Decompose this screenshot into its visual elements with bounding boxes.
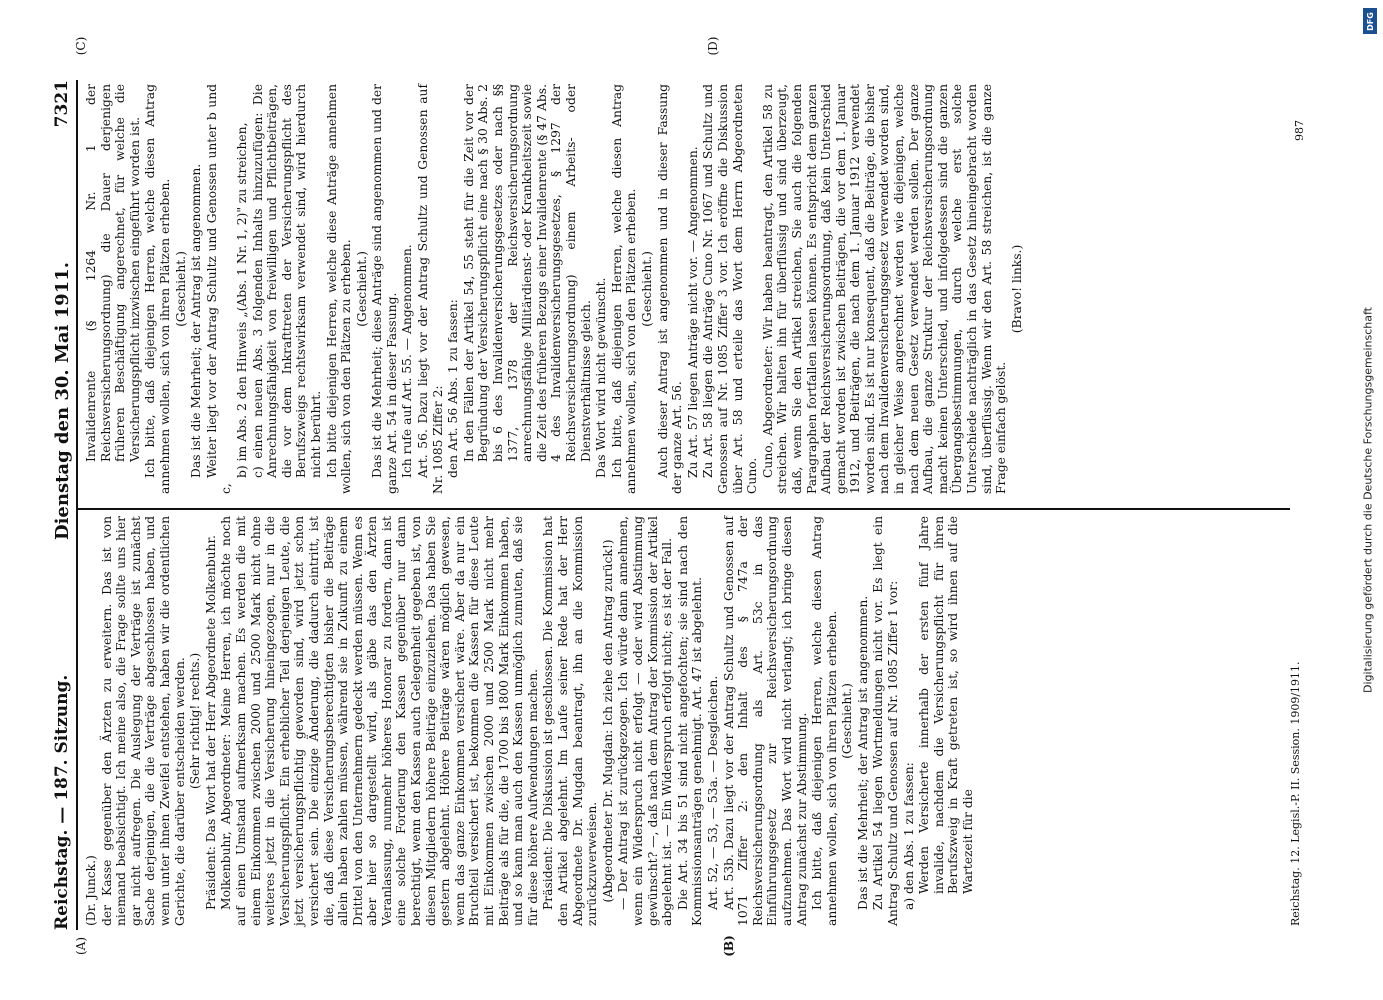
paragraph: der Kasse gegenüber den Ärzten zu erweitern. Das ist von niemand beabsichtigt. Ich meine also, die Frage sollte uns hier gar nicht aufregen. Die Auslegung der Verträge ist zunächst Sache derjenigen, die die Verträge abgeschlossen haben, und wenn unter ihnen Zweifel entstehen, haben wir die ordentlichen Gerichte, die darüber entscheiden werden.: [99, 516, 187, 926]
paragraph: Zu Artikel 54 liegen Wortmeldungen nicht vor. Es liegt ein Antrag Schultz und Genossen auf Nr. 1085 Ziffer 1 vor:: [871, 516, 901, 926]
interjection: (Geschieht.): [639, 251, 654, 327]
margin-marker-c: (C): [74, 36, 88, 56]
header-rule: [76, 80, 78, 930]
paragraph: Art. 52, — 53, — 53a. — Desgleichen.: [705, 675, 720, 910]
paragraph: Ich bitte diejenigen Herren, welche diese Anträge annehmen wollen, sich von den Plätzen zu erheben.: [324, 84, 354, 494]
paragraph: Cuno, Abgeordneter: Wir haben beantragt, den Artikel 58 zu streichen. Wir halten ihn für überflüssig und sind überzeugt, daß, wenn Sie den Artikel streichen, Sie auch die folgenden Paragraphen fortfallen lassen können. Es entspricht dem ganzen Aufbau der Reichsversicherungsordnung, daß kein Unterschied gemacht worden ist zwischen Beiträgen, die vor dem 1. Januar 1912, und Beiträgen, die nach dem 1. Januar 1912 verwendet worden sind. Es ist nur konsequent, daß die Beiträge, die bisher nach dem Invalidenversicherungsgesetz verwendet worden sind, in gleicher Weise angerechnet werden wie diejenigen, welche nach dem neuen Gesetz verwendet werden sollen. Der ganze Aufbau, die ganze Struktur der Reichsversicherungsordnung macht keinen Unterschied, und infolgedessen sind die ganzen Übergangsbestimmungen, durch welche erst solche Unterschiede nachträglich in das Gesetz hineingebracht worden sind, überflüssig. Wenn wir den Art. 58 streichen, ist die ganze Frage einfach gelöst.: [760, 84, 1009, 494]
paragraph: Das Wort wird nicht gewünscht.: [594, 277, 609, 478]
paragraph: — Der Antrag ist zurückgezogen. Ich würde dann annehmen, wenn ein Widerspruch nicht erfolgt — oder wird Abstimmung gewünscht? —, daß nach dem Antrag der Kommission der Artikel abgelehnt ist. — Ein Widerspruch erfolgt nicht; es ist der Fall.: [616, 516, 675, 926]
quoted-text: In den Fällen der Artikel 54, 55 steht für die Zeit vor der Begründung der Versicherungspflicht eine nach § 30 Abs. 2 bis 6 des Invalidenversicherungsgesetzes oder nach §§ 1377, 1378 der Reichsversicherungsordnung anrechnungsfähige Militärdienst- oder Krankheitszeit sowie die Zeit des früheren Bezugs einer Invalidenrente (§ 47 Abs. 4 des Invalidenversicherungsgesetzes, § 1297 der Reichsversicherungsordnung) einem Arbeits- oder Dienstverhältnisse gleich.: [461, 84, 593, 462]
interjection: (Bravo! links.): [1009, 244, 1024, 334]
header-left: Reichstag. — 187. Sitzung.: [52, 674, 72, 930]
paragraph: Das ist die Mehrheit; der Antrag ist angenommen.: [189, 163, 204, 478]
paragraph: Die Art. 34 bis 51 sind nicht angefochten; sie sind nach den Kommissionsanträgen genehmigt. Art. 47 ist abgelehnt.: [675, 516, 705, 926]
paragraph: Art. 53b. Dazu liegt vor der Antrag Schultz und Genossen auf 1071 Ziffer 2: den Inhalt des § 747a der Reichsversicherungsordnung als Art. 53c in das Einführungsgesetz zur Reichsversicherungsordnung aufzunehmen. Das Wort wird nicht verlangt; ich bringe diesen Antrag zunächst zur Abstimmung.: [721, 516, 809, 926]
paragraph: Auch dieser Antrag ist angenommen und in dieser Fassung der ganze Art. 56.: [655, 84, 685, 494]
quoted-text: Invalidenrente (§ 1264 Nr. 1 der Reichsversicherungsordnung) die Dauer derjenigen früheren Beschäftigung angerechnet, für welche die Versicherungspflicht inzwischen eingeführt worden ist.: [84, 84, 142, 462]
dfg-logo-icon: DFG: [1363, 8, 1377, 34]
paragraph: Ich bitte, daß diejenigen Herren, welche diesen Antrag annehmen wollen, sich von den Plätzen erheben.: [609, 84, 639, 494]
column-divider: [78, 508, 1290, 510]
margin-marker-b: (B): [722, 935, 736, 957]
paragraph: Präsident: Das Wort hat der Herr Abgeordnete Molkenbuhr.: [203, 535, 218, 910]
paragraph: Art. 56. Dazu liegt vor der Antrag Schultz und Genossen auf Nr. 1085 Ziffer 2:: [416, 84, 445, 494]
paragraph: Das ist die Mehrheit; der Antrag ist angenommen.: [855, 595, 870, 910]
paragraph: Zu Art. 58 liegen die Anträge Cuno Nr. 1067 und Schultz und Genossen auf Nr. 1085 Ziffer 3 vor. Ich eröffne die Diskussion über Art. 58 und erteile das Wort dem Herrn Abgeordneten Cuno.: [701, 84, 760, 494]
margin-marker-a: (A): [74, 936, 88, 956]
interjection: (Sehr richtig! rechts.): [188, 652, 203, 790]
interjection: (Geschieht.): [840, 683, 855, 759]
quoted-text: Werden Versicherte innerhalb der ersten fünf Jahre invalide, nachdem die Versicherungspflicht für ihren Berufszweig in Kraft getreten ist, so wird ihnen auf die Wartezeit für die: [917, 516, 976, 894]
header-date: Dienstag den 30. Mai 1911.: [51, 262, 73, 541]
paragraph: a) den Abs. 1 zu fassen:: [901, 762, 916, 910]
interjection: (Geschieht.): [354, 251, 369, 327]
right-column: [84, 84, 1270, 494]
paragraph: Das ist die Mehrheit; diese Anträge sind angenommen und der ganze Art. 54 in dieser Fassung.: [370, 84, 399, 494]
interjection: (Abgeordneter Dr. Mugdan: Ich ziehe den Antrag zurück!): [600, 539, 615, 903]
footer-page-number: 987: [1293, 120, 1306, 141]
paragraph: b) im Abs. 2 den Hinweis „(Abs. 1 Nr. 1, 2)" zu streichen,: [234, 122, 249, 478]
paragraph: Weiter liegt vor der Antrag Schultz und Genossen unter b und c,: [204, 84, 234, 494]
paragraph: Präsident: Die Diskussion ist geschlossen. Die Kommission hat den Artikel abgelehnt. Im Laufe seiner Rede hat der Herr Abgeordnete Dr. Mugdan beantragt, ihn an die Kommission zurückzuverweisen.: [541, 516, 600, 926]
interjection: (Geschieht.): [173, 251, 188, 327]
paragraph: Ich bitte, daß diejenigen Herren, welche diesen Antrag annehmen wollen, sich von ihren Plätzen erheben.: [810, 516, 839, 926]
footer-citation: Reichstag. 12. Legisl.-P. II. Session. 1909/1911.: [1289, 661, 1302, 926]
paragraph: Ich rufe auf Art. 55. — Angenommen.: [400, 244, 415, 478]
margin-marker-d: (D): [706, 36, 720, 56]
page-number: 7321: [52, 80, 72, 128]
page-header: [50, 80, 74, 930]
speaker-note: (Dr. Junck.): [84, 855, 98, 926]
digitization-credit: [1353, 0, 1383, 1000]
left-column: [84, 516, 1270, 926]
paragraph: Molkenbuhr, Abgeordneter: Meine Herren, ich möchte noch auf einen Umstand aufmerksam machen. Es werden die mit einem Einkommen zwischen 2000 und 2500 Mark nicht ohne weiteres jetzt in die Versicherung hineingezogen, nur in die Versicherungspflicht. Ein erheblicher Teil derjenigen Leute, die jetzt versicherungspflichtig geworden sind, wird jetzt schon versichert sein. Die einzige Änderung, die dadurch eintritt, ist die, daß diese Versicherungsberechtigten bisher die Beiträge allein haben zahlen müssen, während sie in Zukunft zu einem Drittel von den Unternehmern gedeckt werden müssen. Wenn es aber hier so dargestellt wird, als gäbe das den Ärzten Veranlassung, nunmehr höheres Honorar zu fordern, dann ist eine solche Forderung den Kassen gegenüber nur dann berechtigt, wenn den Kassen auch Gelegenheit gegeben ist, von diesen Mitgliedern höhere Beiträge einzuziehen. Das haben Sie gestern abgelehnt. Höhere Beiträge wären möglich gewesen, wenn das ganze Einkommen versichert wäre. Aber da nur ein Bruchteil versichert ist, bekommen die Kassen für diese Leute mit Einkommen zwischen 2000 und 2500 Mark nicht mehr Beiträge als für die, die 1700 bis 1800 Mark Einkommen haben, und so kann man auch den Kassen unmöglich zumuten, daß sie für diese höhere Aufwendungen machen.: [219, 516, 540, 926]
credit-text: Digitalisierung gefördert durch die Deutsche Forschungsgemeinschaft: [1361, 307, 1375, 693]
rotated-document-page: [50, 36, 1330, 957]
paragraph: c) einen neuen Abs. 3 folgenden Inhalts hinzuzufügen: Die Anrechnungsfähigkeit von freiwilligen und Pflichtbeiträgen, die vor dem Inkrafttreten der Versicherungspflicht des Berufszweigs rechtswirksam verwendet sind, wird hierdurch nicht berührt.: [250, 84, 323, 478]
paragraph: Ich bitte, daß diejenigen Herren, welche diesen Antrag annehmen wollen, sich von ihren Plätzen erheben.: [143, 84, 172, 494]
paragraph: den Art. 56 Abs. 1 zu fassen:: [446, 299, 461, 478]
paragraph: Zu Art. 57 liegen Anträge nicht vor. — Angenommen.: [685, 146, 700, 478]
